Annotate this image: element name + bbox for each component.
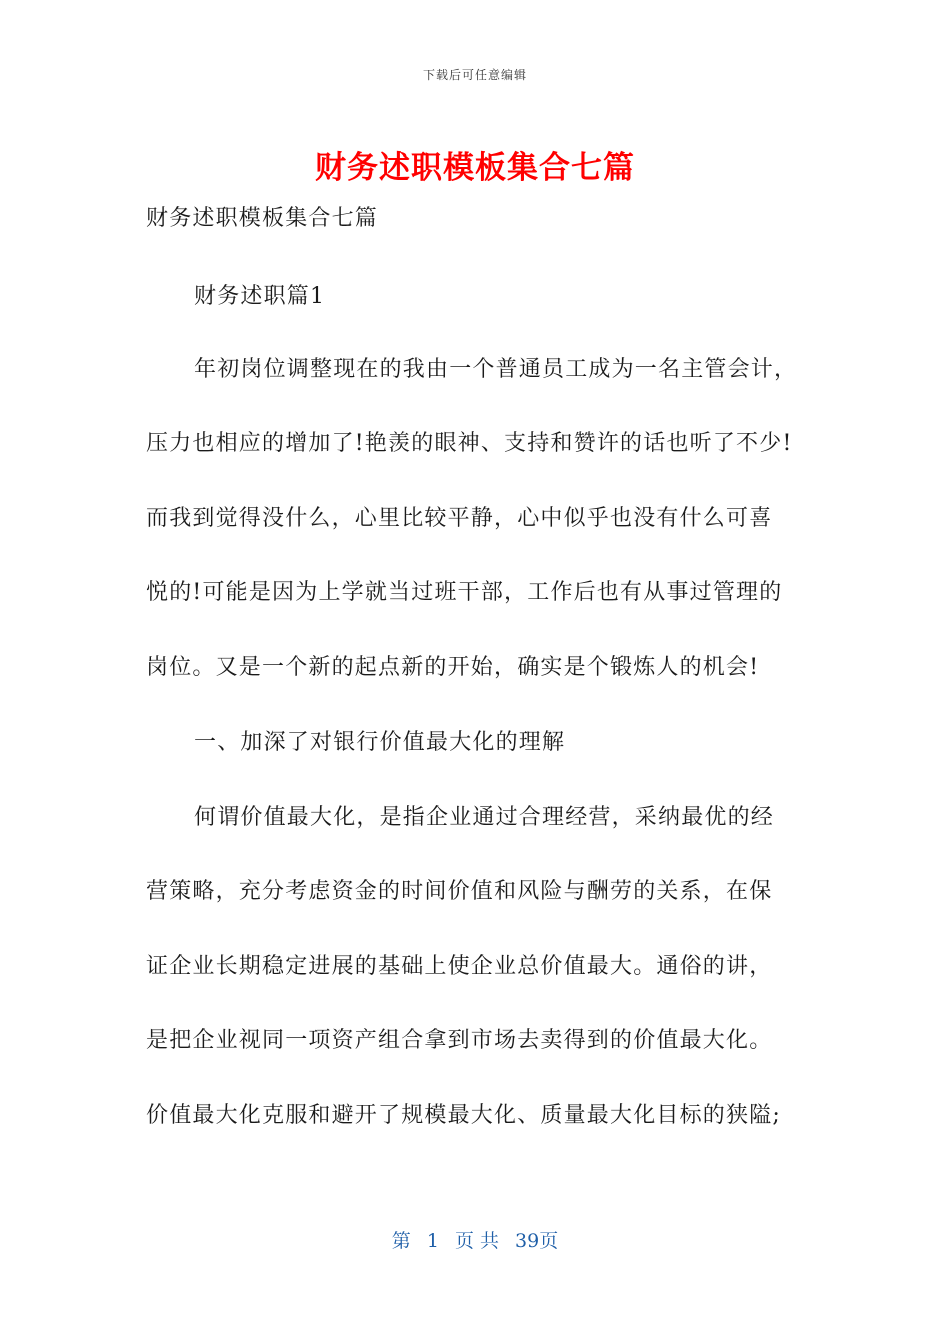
paragraph-line: 营策略，充分考虑资金的时间价值和风险与酬劳的关系，在保 <box>146 879 773 904</box>
paragraph-line: 价值最大化克服和避开了规模最大化、质量最大化目标的狭隘; <box>146 1103 782 1128</box>
subsection-heading: 一、加深了对银行价值最大化的理解 <box>194 730 566 755</box>
footer-current-page: 1 <box>426 1230 439 1252</box>
paragraph-line: 年初岗位调整现在的我由一个普通员工成为一名主管会计， <box>194 357 798 382</box>
paragraph-line: 是把企业视同一项资产组合拿到市场去卖得到的价值最大化。 <box>146 1028 773 1053</box>
paragraph-line: 悦的!可能是因为上学就当过班干部，工作后也有从事过管理的 <box>146 580 783 605</box>
section-heading: 财务述职篇1 <box>194 284 326 309</box>
subtitle-line: 财务述职模板集合七篇 <box>146 206 379 231</box>
paragraph-line: 而我到觉得没什么，心里比较平静，心中似乎也没有什么可喜 <box>146 506 773 531</box>
footer-total-pages: 39页 <box>515 1230 559 1252</box>
paragraph-line: 岗位。又是一个新的起点新的开始，确实是个锻炼人的机会! <box>146 655 760 680</box>
paragraph-line: 压力也相应的增加了!艳羡的眼神、支持和赞许的话也听了不少! <box>146 431 793 456</box>
page-footer <box>0 1226 950 1253</box>
header-note: 下载后可任意编辑 <box>422 68 527 82</box>
document-title: 财务述职模板集合七篇 <box>315 150 635 186</box>
paragraph-line: 何谓价值最大化，是指企业通过合理经营，采纳最优的经 <box>194 805 775 830</box>
paragraph-line: 证企业长期稳定进展的基础上使企业总价值最大。通俗的讲， <box>146 954 773 979</box>
footer-prefix: 第 <box>391 1230 411 1252</box>
footer-middle: 页 共 <box>454 1230 499 1252</box>
